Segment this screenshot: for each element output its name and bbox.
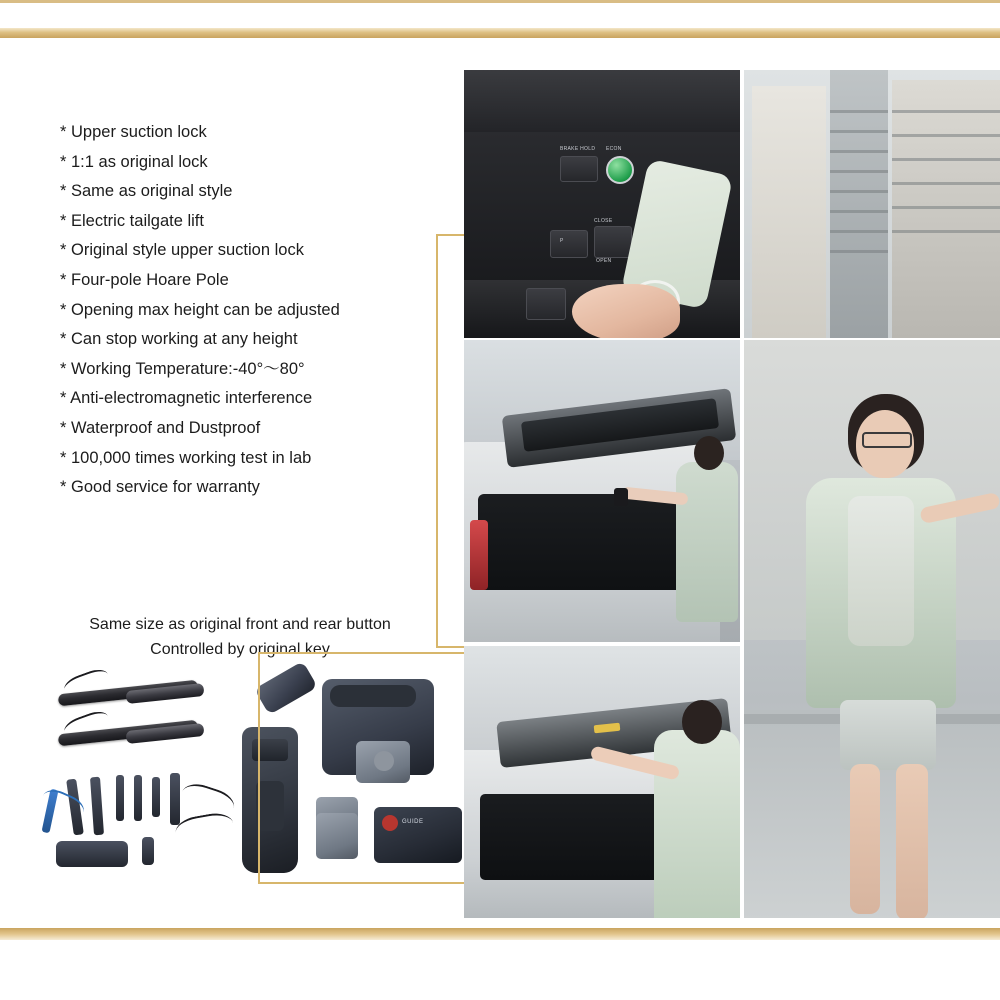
feature-item: * Same as original style — [60, 182, 233, 201]
person-body — [676, 462, 738, 622]
econ-label: ECON — [606, 146, 622, 152]
parking-brake-label: P — [560, 238, 564, 244]
feature-item: * Upper suction lock — [60, 123, 207, 141]
feature-item: * Original style upper suction lock — [60, 241, 304, 260]
top-thin-line — [0, 0, 1000, 3]
econ-button[interactable] — [606, 156, 634, 184]
person-head — [694, 436, 724, 470]
bolt-part — [116, 775, 124, 821]
glasses-icon — [862, 432, 912, 448]
tailgate-open-remote-key-photo — [464, 340, 740, 642]
caption-line-1: Same size as original front and rear button — [89, 616, 391, 633]
harness-wire — [174, 810, 237, 852]
person-leg-left — [850, 764, 880, 914]
person-leg-right — [896, 764, 928, 920]
bolt-part — [170, 773, 180, 825]
bottom-decorative-bar — [0, 918, 1000, 1000]
bolt-part — [152, 777, 160, 817]
dashboard-upper — [464, 70, 740, 132]
building-right — [892, 80, 1000, 338]
pointing-hand — [572, 284, 680, 338]
left-door-close-label: CLOSE — [594, 218, 613, 224]
remote-key — [614, 488, 628, 506]
person-shorts — [840, 700, 936, 770]
feature-item: * Working Temperature:-40°～80° — [60, 359, 305, 378]
connector-frame-bottom — [258, 652, 466, 884]
bottom-white-band — [0, 944, 1000, 1000]
top-decorative-bar — [0, 0, 1000, 38]
brake-hold-label: BRAKE HOLD — [560, 146, 596, 152]
bracket-block — [56, 841, 128, 867]
feature-item: * Waterproof and Dustproof — [60, 418, 261, 437]
left-door-open-label: OPEN — [596, 258, 612, 264]
brake-hold-button[interactable] — [560, 156, 598, 182]
building-exterior-photo — [744, 70, 1000, 338]
building-middle — [830, 70, 888, 338]
feature-list — [60, 118, 450, 503]
person-head — [682, 700, 722, 744]
building-left — [752, 86, 826, 338]
top-gold-band — [0, 28, 1000, 38]
feature-item: * 1:1 as original lock — [60, 152, 208, 171]
bolt-part — [134, 775, 142, 821]
tailgate-button[interactable] — [526, 288, 566, 320]
vehicle-cabin-glass — [478, 494, 688, 590]
connector-plug — [142, 837, 154, 865]
left-door-button[interactable] — [594, 226, 632, 258]
feature-item: * 100,000 times working test in lab — [60, 448, 312, 467]
dashboard-control-panel-photo — [464, 70, 740, 338]
feature-item: * Four-pole Hoare Pole — [60, 270, 229, 289]
vehicle-cabin-glass — [480, 794, 676, 880]
hand-pressing-tailgate-button-photo — [464, 646, 740, 920]
woman-with-remote-photo — [744, 340, 1000, 920]
feature-item: * Can stop working at any height — [60, 330, 298, 349]
person-torso — [848, 496, 914, 646]
feature-item: * Anti-electromagnetic interference — [60, 389, 313, 408]
taillight — [470, 520, 488, 590]
bottom-gold-band — [0, 928, 1000, 940]
parking-brake-button[interactable] — [550, 230, 588, 258]
feature-item: * Electric tailgate lift — [60, 211, 204, 230]
feature-item: * Good service for warranty — [60, 478, 260, 497]
person-body — [654, 730, 740, 920]
bracket-part — [90, 777, 104, 836]
feature-item: * Opening max height can be adjusted — [60, 300, 340, 319]
caption-line-2: Controlled by original key — [150, 641, 330, 658]
ecu-label: GUIDE — [402, 819, 424, 825]
